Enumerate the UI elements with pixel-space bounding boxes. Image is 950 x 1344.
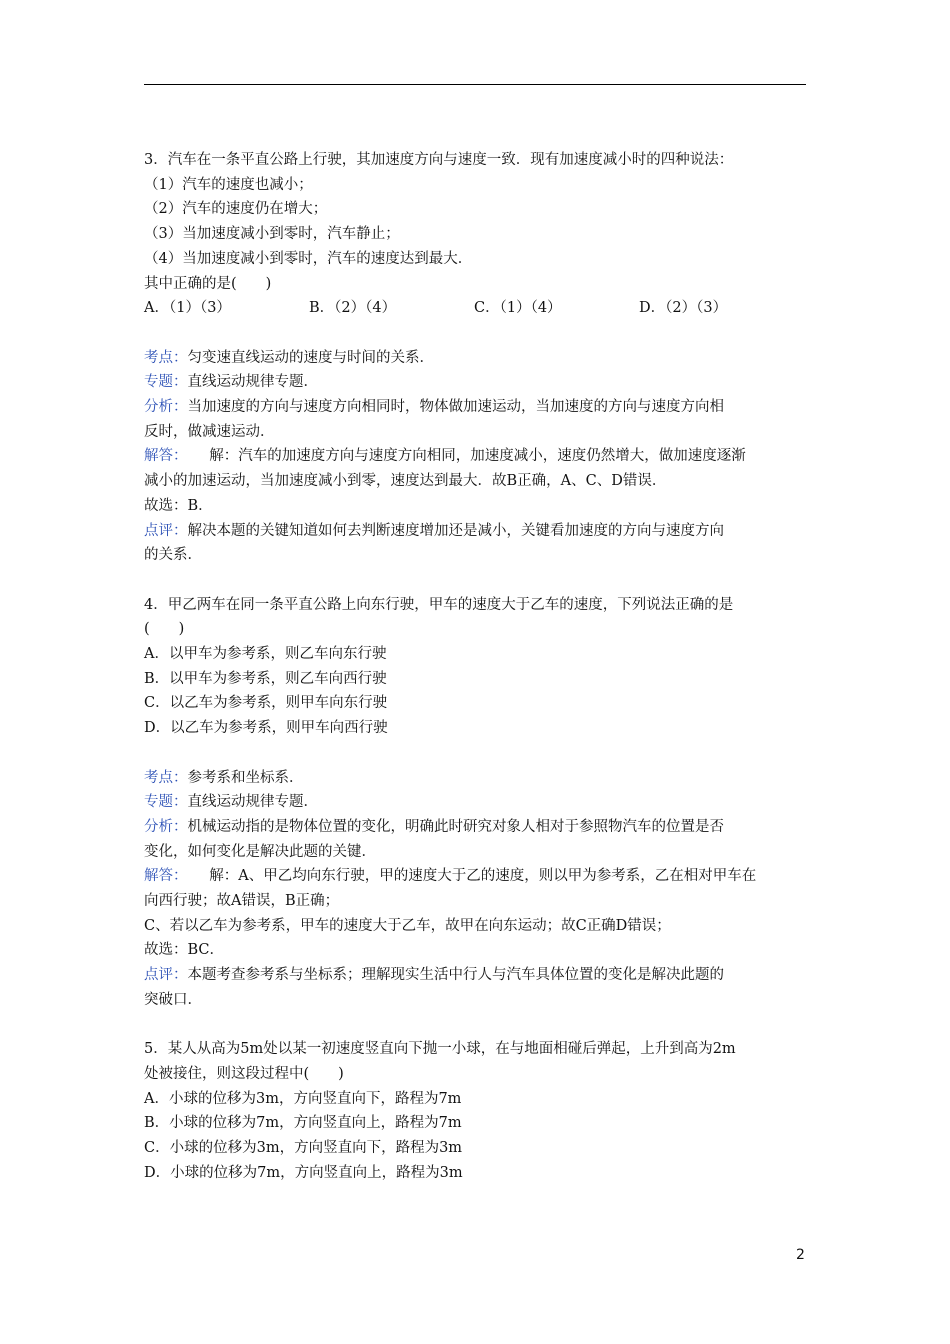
q4-jieda: 解答： 解：A、甲乙均向东行驶，甲的速度大于乙的速度，则以甲为参考系，乙在相对甲车在 xyxy=(144,868,757,885)
q4-jieda-cont-2: C、若以乙车为参考系，甲车的速度大于乙车，故甲在向东运动；故C正确D错误； xyxy=(144,917,671,934)
q4-jieda-cont: 向西行驶；故A错误，B正确； xyxy=(144,893,340,910)
fenxi-label: 分析： xyxy=(144,399,188,416)
dianping-label: 点评： xyxy=(144,967,188,984)
jieda-label: 解答： xyxy=(144,868,181,885)
q3-dianping: 点评：解决本题的关键知道如何去判断速度增加还是减小，关键看加速度的方向与速度方向 xyxy=(144,522,724,539)
q3-fenxi: 分析：当加速度的方向与速度方向相同时，物体做加速运动，当加速度的方向与速度方向相 xyxy=(144,399,724,416)
q5-option-a: A．小球的位移为3m，方向竖直向下，路程为7m xyxy=(144,1090,462,1107)
q3-dianping-cont: 的关系． xyxy=(144,547,202,564)
q4-answer: 故选：BC． xyxy=(144,942,225,959)
q3-statement-1: （1）汽车的速度也减小； xyxy=(144,176,313,193)
q4-stem: 4．甲乙两车在同一条平直公路上向东行驶，甲车的速度大于乙车的速度，下列说法正确的是 xyxy=(144,596,734,613)
q5-stem: 5．某人从高为5m处以某一初速度竖直向下抛一小球，在与地面相碰后弹起，上升到高为2m xyxy=(144,1041,736,1058)
q4-option-d: D．以乙车为参考系，则甲车向西行驶 xyxy=(144,720,388,737)
q5-option-d: D．小球的位移为7m，方向竖直向上，路程为3m xyxy=(144,1164,463,1181)
q3-option-a: A．（1）（3） xyxy=(144,300,231,317)
q3-option-c: C．（1）（4） xyxy=(474,300,562,317)
q3-option-b: B．（2）（4） xyxy=(309,300,397,317)
q4-option-b: B．以甲车为参考系，则乙车向西行驶 xyxy=(144,670,387,687)
document-body xyxy=(144,148,808,1185)
q3-jieda-cont: 减小的加速运动，当加速度减小到零，速度达到最大．故B正确，A、C、D错误． xyxy=(144,473,667,490)
q3-statement-3: （3）当加速度减小到零时，汽车静止； xyxy=(144,226,400,243)
q4-fenxi-cont: 变化，如何变化是解决此题的关键． xyxy=(144,843,376,860)
q4-dianping-cont: 突破口． xyxy=(144,991,202,1008)
q3-stem: 3．汽车在一条平直公路上行驶，其加速度方向与速度一致．现有加速度减小时的四种说法： xyxy=(144,152,734,168)
q4-fenxi: 分析：机械运动指的是物体位置的变化，明确此时研究对象人相对于参照物汽车的位置是否 xyxy=(144,818,724,835)
q4-stem-cont: ( ) xyxy=(144,621,185,638)
q4-kaodian: 考点：参考系和坐标系． xyxy=(144,769,304,786)
q3-options xyxy=(144,296,808,321)
q5-stem-cont: 处被接住，则这段过程中( ) xyxy=(144,1065,344,1082)
page-number: 2 xyxy=(796,1247,805,1263)
q3-zhuanti: 专题：直线运动规律专题． xyxy=(144,374,318,391)
q4-zhuanti: 专题：直线运动规律专题． xyxy=(144,794,318,811)
zhuanti-label: 专题： xyxy=(144,374,188,391)
q5-option-c: C．小球的位移为3m，方向竖直向下，路程为3m xyxy=(144,1140,463,1157)
q4-option-a: A．以甲车为参考系，则乙车向东行驶 xyxy=(144,646,387,663)
q4-dianping: 点评：本题考查参考系与坐标系；理解现实生活中行人与汽车具体位置的变化是解决此题的 xyxy=(144,967,724,984)
dianping-label: 点评： xyxy=(144,522,188,539)
kaodian-label: 考点： xyxy=(144,769,188,786)
q3-answer: 故选：B． xyxy=(144,497,213,514)
fenxi-label: 分析： xyxy=(144,818,188,835)
jieda-label: 解答： xyxy=(144,448,181,465)
q3-statement-2: （2）汽车的速度仍在增大； xyxy=(144,201,328,218)
q3-kaodian: 考点：匀变速直线运动的速度与时间的关系． xyxy=(144,349,434,366)
header-rule xyxy=(144,84,806,85)
q5-option-b: B．小球的位移为7m，方向竖直向上，路程为7m xyxy=(144,1115,462,1132)
q4-option-c: C．以乙车为参考系，则甲车向东行驶 xyxy=(144,695,388,712)
q3-jieda: 解答： 解：汽车的加速度方向与速度方向相同，加速度减小，速度仍然增大，做加速度逐渐 xyxy=(144,448,746,465)
zhuanti-label: 专题： xyxy=(144,794,188,811)
q3-statement-4: （4）当加速度减小到零时，汽车的速度达到最大． xyxy=(144,250,473,267)
kaodian-label: 考点： xyxy=(144,349,188,366)
q3-option-d: D．（2）（3） xyxy=(639,300,728,317)
q3-ask: 其中正确的是( ) xyxy=(144,275,272,292)
q3-fenxi-cont: 反时，做减速运动． xyxy=(144,423,275,440)
